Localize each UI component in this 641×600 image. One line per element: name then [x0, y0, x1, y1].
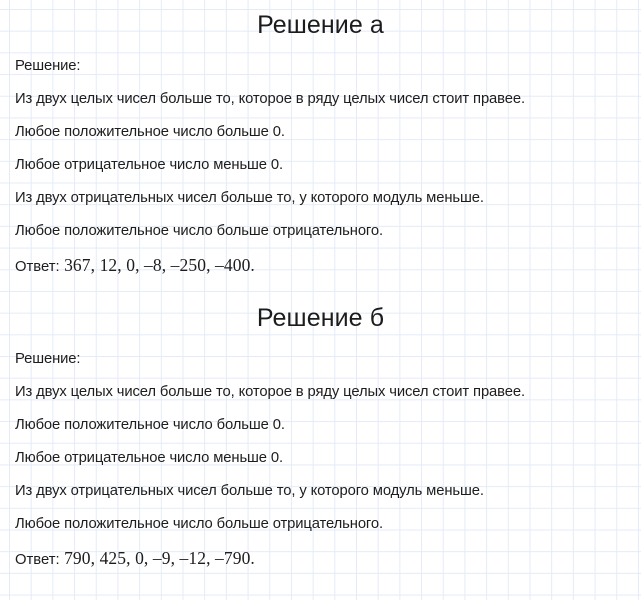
- section-a-answer-values: 367, 12, 0, –8, –250, –400.: [59, 255, 255, 275]
- section-b-answer: [15, 550, 255, 568]
- section-a-answer-label: Ответ:: [15, 259, 60, 275]
- section-b-line-3: Любое положительное число больше 0.: [15, 417, 285, 433]
- section-a-heading: Решение а: [257, 11, 384, 39]
- section-a-line-1: Решение:: [15, 58, 81, 74]
- section-b-line-1: Решение:: [15, 351, 81, 367]
- section-a-line-4: Любое отрицательное число меньше 0.: [15, 157, 283, 173]
- section-a-answer: [15, 257, 255, 275]
- section-b-answer-label: Ответ:: [15, 552, 60, 568]
- section-a-line-6: Любое положительное число больше отрицательного.: [15, 223, 383, 239]
- section-a-line-5: Из двух отрицательных чисел больше то, у которого модуль меньше.: [15, 190, 484, 206]
- section-b-line-6: Любое положительное число больше отрицательного.: [15, 516, 383, 532]
- section-b-heading: Решение б: [256, 304, 385, 332]
- section-a-line-3: Любое положительное число больше 0.: [15, 124, 285, 140]
- section-b-line-2: Из двух целых чисел больше то, которое в ряду целых чисел стоит правее.: [15, 384, 525, 400]
- section-b-answer-values: 790, 425, 0, –9, –12, –790.: [59, 548, 255, 568]
- section-b-line-4: Любое отрицательное число меньше 0.: [15, 450, 283, 466]
- section-b-line-5: Из двух отрицательных чисел больше то, у которого модуль меньше.: [15, 483, 484, 499]
- section-a-line-2: Из двух целых чисел больше то, которое в ряду целых чисел стоит правее.: [15, 91, 525, 107]
